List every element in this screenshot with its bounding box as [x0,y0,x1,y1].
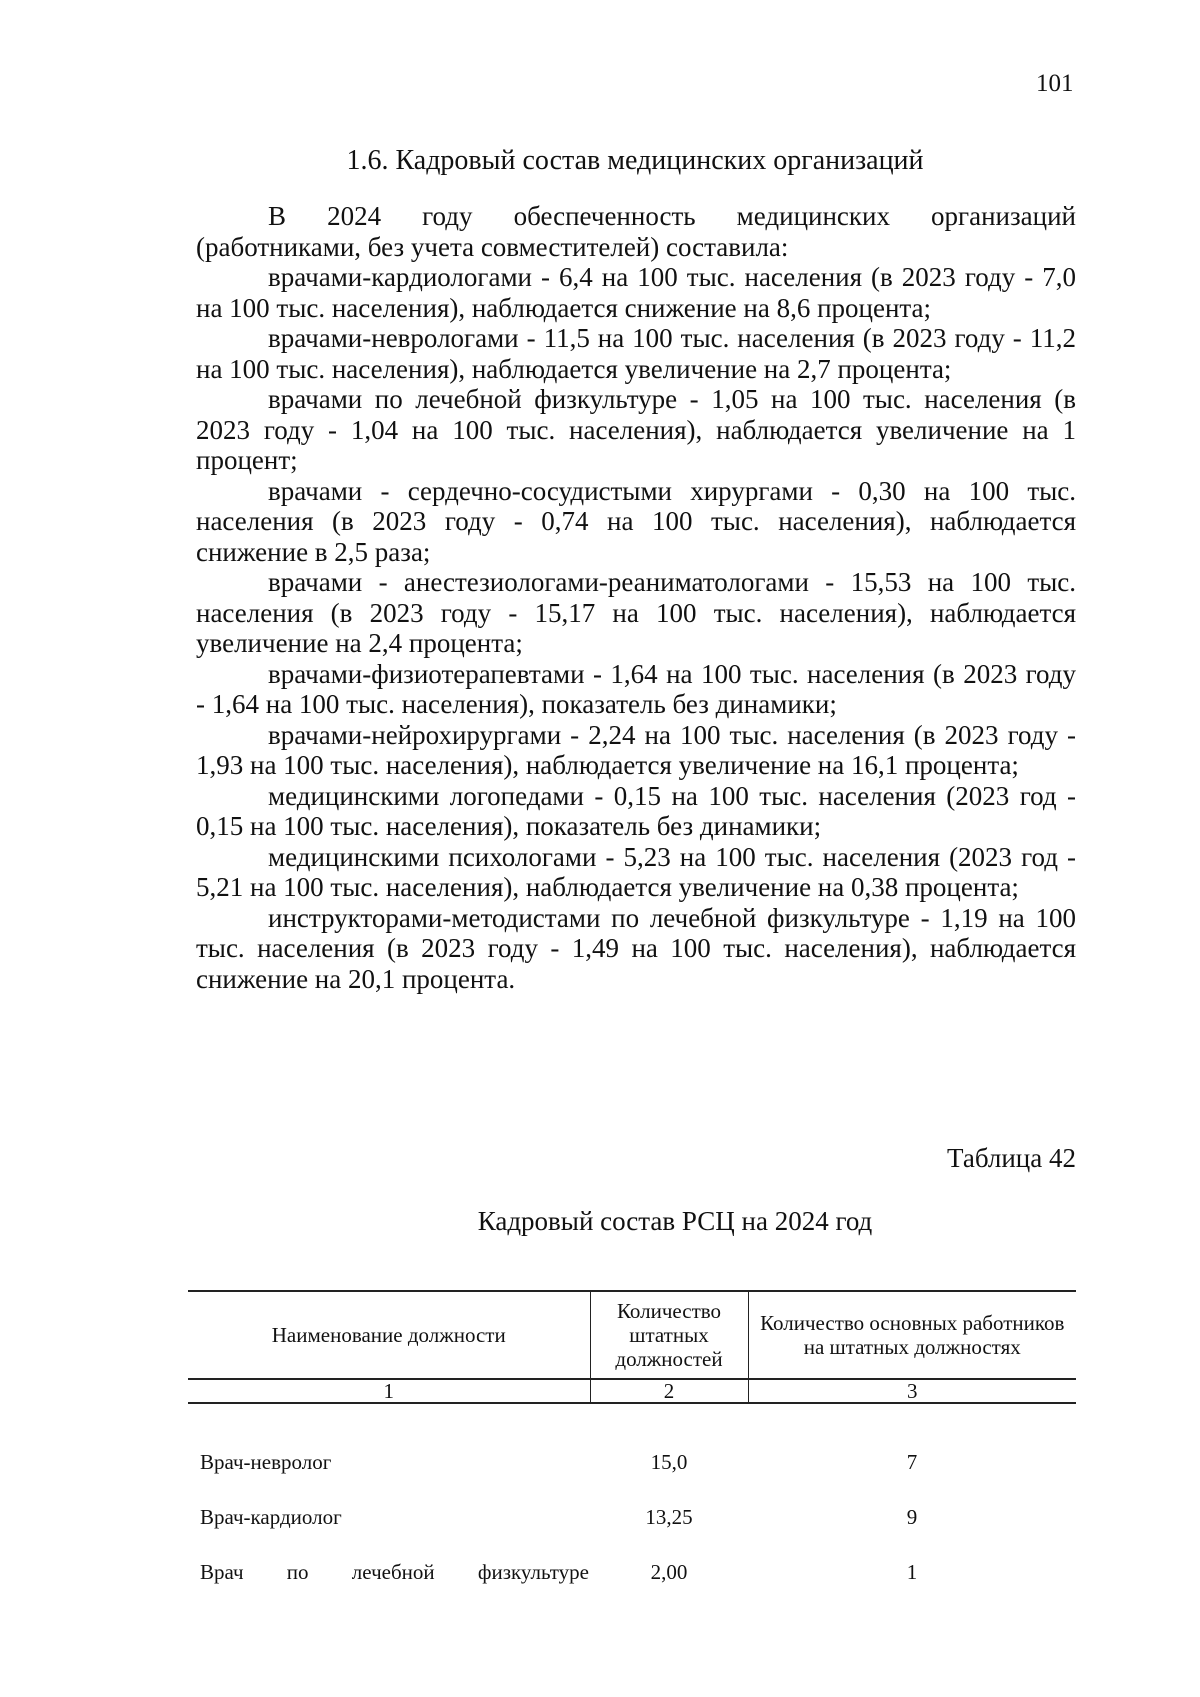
paragraph: В 2024 году обеспеченность медицинских организаций (работниками, без учета совместителей) составила: [196,201,1076,262]
page-number: 101 [1036,70,1074,97]
main-workers-count: 1 [906,1560,918,1584]
main-workers-count: 9 [906,1505,918,1529]
paragraph: врачами-нейрохирургами - 2,24 на 100 тыс. населения (в 2023 году - 1,93 на 100 тыс. населения), наблюдается увеличение на 16,1 процента; [196,719,1076,780]
header-position-name: Наименование должности [188,1291,590,1379]
staff-table [188,1290,1076,1600]
paragraph: инструкторами-методистами по лечебной физкультуре - 1,19 на 100 тыс. населения (в 2023 году - 1,49 на 100 тыс. населения), наблюдается снижение на 20,1 процента. [196,902,1076,994]
section-title: 1.6. Кадровый состав медицинских организаций [346,145,924,176]
staff-positions-count: 15,0 [650,1450,688,1474]
position-name: Врач по лечебной физкультуре [200,1560,589,1584]
table-header-row [188,1291,1076,1379]
main-workers-count: 7 [906,1450,918,1474]
position-name: Врач-невролог [200,1450,332,1474]
paragraph: врачами по лечебной физкультуре - 1,05 на 100 тыс. населения (в 2023 году - 1,04 на 100 тыс. населения), наблюдается увеличение на 1 процент; [196,384,1076,475]
staff-positions-count: 2,00 [650,1560,688,1584]
staff-positions-count: 13,25 [645,1505,693,1529]
paragraph: медицинскими логопедами - 0,15 на 100 тыс. населения (2023 год - 0,15 на 100 тыс. населения), показатель без динамики; [196,780,1076,841]
header-main-workers: Количество основных работников на штатных должностях [748,1291,1076,1379]
table-row [188,1545,1076,1600]
table-column-numbers [188,1379,1076,1403]
paragraph: врачами-кардиологами - 6,4 на 100 тыс. населения (в 2023 году - 7,0 на 100 тыс. населения), наблюдается снижение на 8,6 процента; [196,262,1076,323]
table-row [188,1490,1076,1545]
column-number: 3 [748,1379,1076,1403]
table-row [188,1403,1076,1490]
column-number: 1 [188,1379,590,1403]
paragraph: врачами - сердечно-сосудистыми хирургами - 0,30 на 100 тыс. населения (в 2023 году - 0,74 на 100 тыс. населения), наблюдается снижение в 2,5 раза; [196,475,1076,567]
body-text [196,201,1076,994]
position-name: Врач-кардиолог [200,1505,342,1529]
header-staff-positions: Количество штатных должностей [590,1291,748,1379]
paragraph: врачами - анестезиологами-реаниматологами - 15,53 на 100 тыс. населения (в 2023 году - 15,17 на 100 тыс. населения), наблюдается увеличение на 2,4 процента; [196,567,1076,658]
paragraph: медицинскими психологами - 5,23 на 100 тыс. населения (2023 год - 5,21 на 100 тыс. населения), наблюдается увеличение на 0,38 процента; [196,841,1076,902]
column-number: 2 [590,1379,748,1403]
table-caption: Таблица 42 [947,1143,1076,1173]
table-title: Кадровый состав РСЦ на 2024 год [477,1206,873,1236]
paragraph: врачами-физиотерапевтами - 1,64 на 100 тыс. населения (в 2023 году - 1,64 на 100 тыс. населения), показатель без динамики; [196,658,1076,719]
paragraph: врачами-неврологами - 11,5 на 100 тыс. населения (в 2023 году - 11,2 на 100 тыс. населения), наблюдается увеличение на 2,7 процента; [196,323,1076,384]
